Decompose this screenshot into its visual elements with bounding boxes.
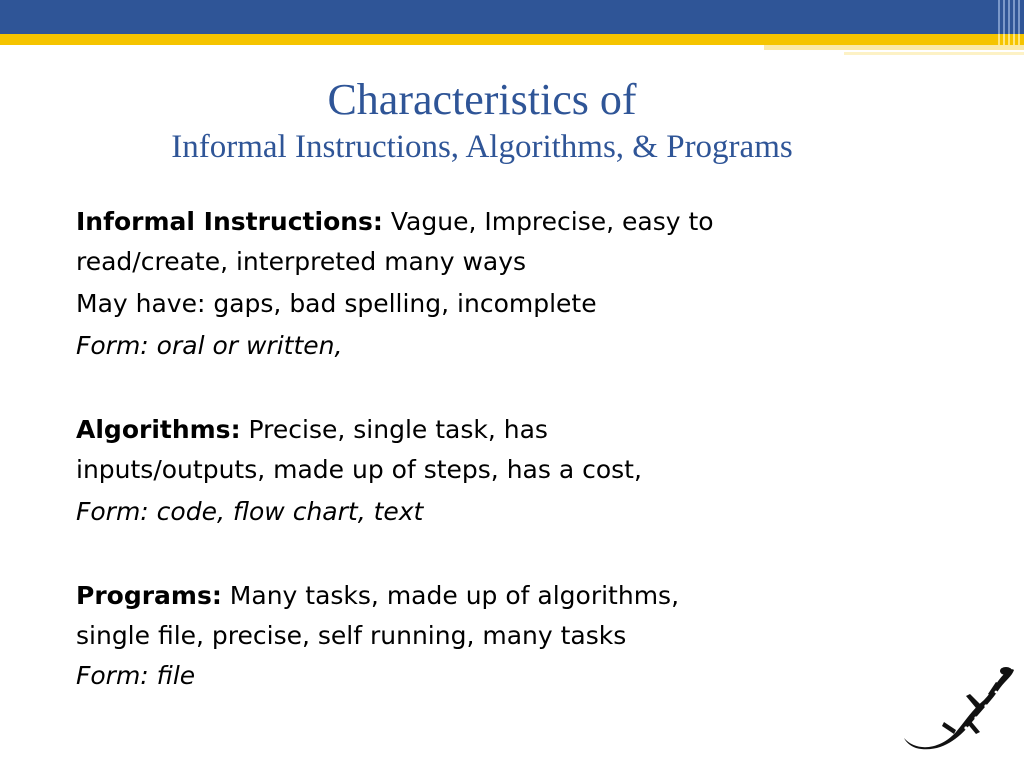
lizard-logo-icon [896, 660, 1016, 756]
slide-title [0, 74, 964, 168]
algorithms-form: Form: code, flow chart, text [76, 497, 424, 526]
programs-paragraph [76, 576, 836, 696]
informal-text-a: Vague, Imprecise, easy to [382, 207, 714, 236]
cream-accent-line [764, 45, 1024, 50]
programs-form: Form: file [76, 661, 196, 690]
algorithms-heading: Algorithms: [76, 415, 241, 444]
informal-paragraph [76, 202, 836, 282]
programs-text-b: single file, precise, self running, many tasks [76, 621, 627, 650]
algorithms-paragraph [76, 410, 836, 490]
algorithms-text-a: Precise, single task, has [240, 415, 548, 444]
informal-text-b: read/create, interpreted many ways [76, 247, 527, 276]
header-band [0, 0, 1024, 34]
algorithms-text-b: inputs/outputs, made up of steps, has a cost, [76, 455, 642, 484]
header-stripes [984, 0, 1024, 34]
informal-heading: Informal Instructions: [76, 207, 383, 236]
informal-form: Form: oral or written, [76, 331, 343, 360]
programs-text-a: Many tasks, made up of algorithms, [221, 581, 680, 610]
cream-accent-line-thin [844, 52, 1024, 55]
programs-heading: Programs: [76, 581, 222, 610]
title-line-2: Informal Instructions, Algorithms, & Programs [171, 129, 793, 165]
gold-accent-line [0, 34, 1024, 45]
gold-stripes [984, 34, 1024, 45]
slide-body [76, 202, 836, 696]
title-line-1: Characteristics of [327, 75, 637, 124]
informal-gaps-line: May have: gaps, bad spelling, incomplete [76, 289, 597, 318]
